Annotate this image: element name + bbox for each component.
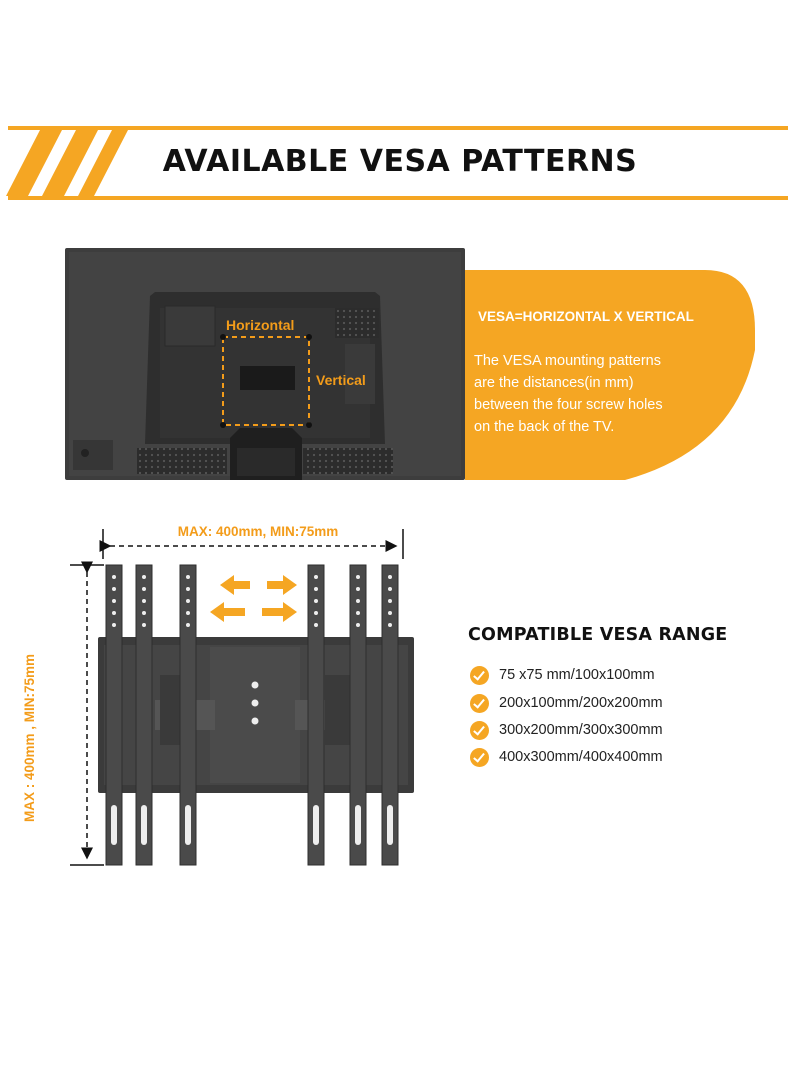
check-icon [470, 721, 489, 740]
wall-mount-illustration [60, 515, 430, 875]
page-title: AVAILABLE VESA PATTERNS [162, 144, 638, 179]
vertical-label: Vertical [316, 372, 366, 388]
vertical-range-label: MAX : 400mm , MIN:75mm [22, 653, 37, 822]
info-line: The VESA mounting patterns [474, 353, 661, 369]
horizontal-range-label: MAX: 400mm, MIN:75mm [177, 524, 339, 539]
range-item-text: 200x100mm/200x200mm [499, 695, 663, 711]
range-item [470, 719, 663, 741]
range-item [470, 692, 663, 714]
check-icon [470, 748, 489, 767]
horizontal-label: Horizontal [226, 317, 295, 333]
info-line: between the four screw holes [474, 397, 663, 413]
info-line: are the distances(in mm) [474, 375, 634, 391]
info-body [474, 350, 734, 438]
range-item-text: 400x300mm/400x400mm [499, 749, 663, 765]
info-heading: VESA=HORIZONTAL X VERTICAL [478, 309, 694, 324]
range-item [470, 746, 663, 768]
tv-back-illustration [65, 248, 465, 480]
check-icon [470, 666, 489, 685]
check-icon [470, 694, 489, 713]
range-item [470, 664, 655, 686]
info-line: on the back of the TV. [474, 419, 615, 435]
compatible-range-title: COMPATIBLE VESA RANGE [468, 625, 728, 645]
range-item-text: 75 x75 mm/100x100mm [499, 667, 655, 683]
range-item-text: 300x200mm/300x300mm [499, 722, 663, 738]
